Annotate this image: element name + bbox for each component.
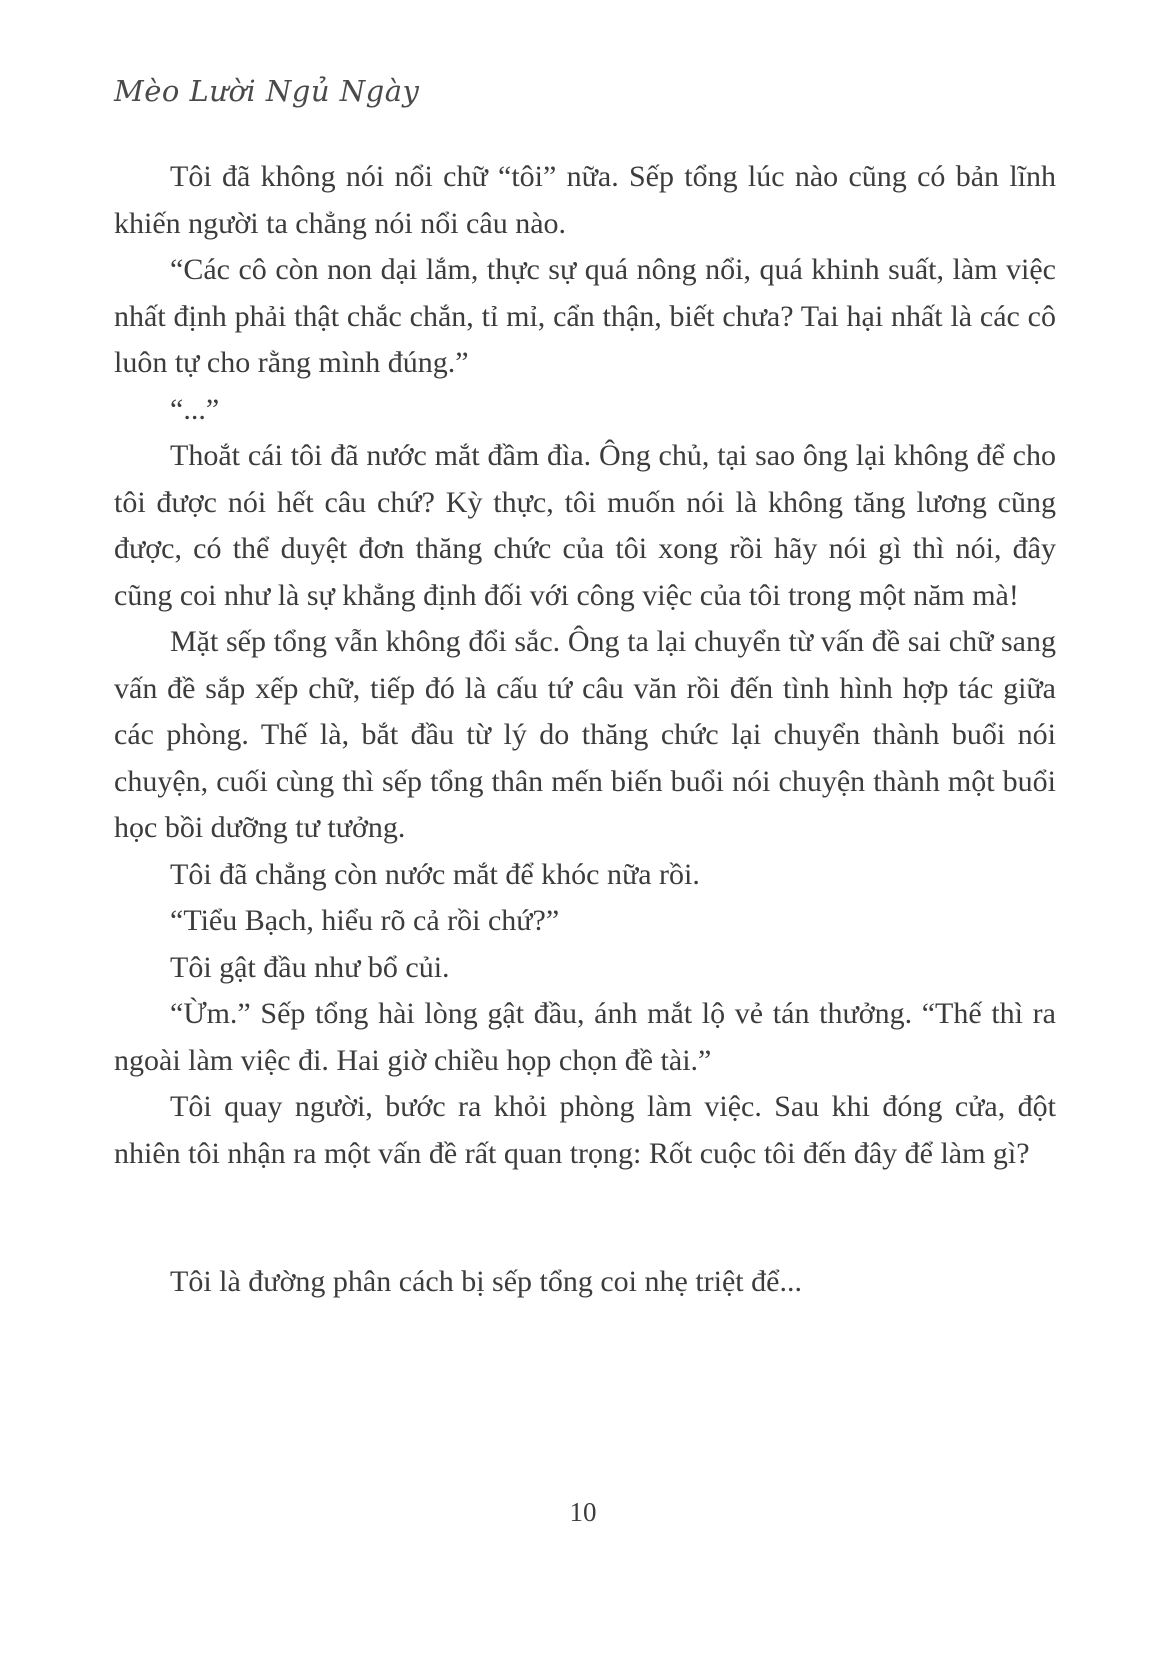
page-body: [114, 154, 1056, 1306]
paragraph: Tôi đã không nói nổi chữ “tôi” nữa. Sếp tổng lúc nào cũng có bản lĩnh khiến người ta chẳng nói nổi câu nào.: [114, 160, 1056, 240]
separator-paragraph: Tôi là đường phân cách bị sếp tổng coi nhẹ triệt để...: [170, 1265, 802, 1298]
paragraph: “Tiểu Bạch, hiểu rõ cả rồi chứ?”: [170, 904, 560, 937]
paragraph: Mặt sếp tổng vẫn không đổi sắc. Ông ta lại chuyển từ vấn đề sai chữ sang vấn đề sắp xếp chữ, tiếp đó là cấu tứ câu văn rồi đến tình hình hợp tác giữa các phòng. Thế là, bắt đầu từ lý do thăng chức lại chuyển thành buổi nói chuyện, cuối cùng thì sếp tổng thân mến biến buổi nói chuyện thành một buổi học bồi dưỡng tư tưởng.: [114, 625, 1056, 844]
page-number: 10: [569, 1497, 597, 1527]
running-header: Mèo Lười Ngủ Ngày: [114, 74, 420, 108]
paragraph: “...”: [170, 392, 220, 426]
paragraph: Tôi gật đầu như bổ củi.: [170, 950, 450, 984]
paragraph: “Các cô còn non dại lắm, thực sự quá nông nổi, quá khinh suất, làm việc nhất định phải thật chắc chắn, tỉ mỉ, cẩn thận, biết chưa? Tai hại nhất là các cô luôn tự cho rằng mình đúng.”: [114, 253, 1056, 379]
paragraph: Tôi đã chẳng còn nước mắt để khóc nữa rồi.: [170, 857, 700, 891]
paragraph: “Ừm.” Sếp tổng hài lòng gật đầu, ánh mắt lộ vẻ tán thưởng. “Thế thì ra ngoài làm việc đi. Hai giờ chiều họp chọn đề tài.”: [114, 997, 1056, 1077]
paragraph: Tôi quay người, bước ra khỏi phòng làm việc. Sau khi đóng cửa, đột nhiên tôi nhận ra một vấn đề rất quan trọng: Rốt cuộc tôi đến đây để làm gì?: [114, 1090, 1056, 1170]
paragraph: Thoắt cái tôi đã nước mắt đầm đìa. Ông chủ, tại sao ông lại không để cho tôi được nói hết câu chứ? Kỳ thực, tôi muốn nói là không tăng lương cũng được, có thể duyệt đơn thăng chức của tôi xong rồi hãy nói gì thì nói, đây cũng coi như là sự khẳng định đối với công việc của tôi trong một năm mà!: [114, 439, 1056, 612]
